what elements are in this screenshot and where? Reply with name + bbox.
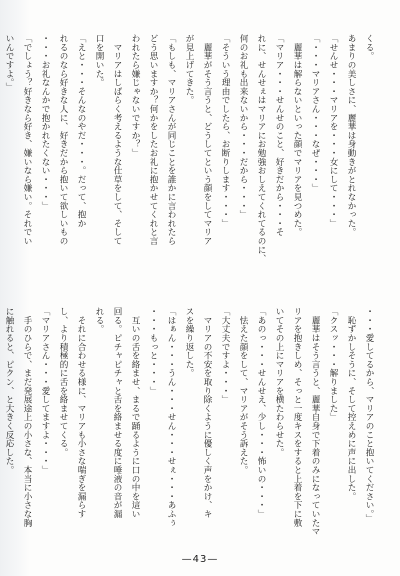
top-text-line: 口を開いた。 — [94, 34, 104, 87]
bottom-text-block — [4, 307, 378, 545]
top-text-line: 何のお礼も出来ないから・・・だから・・・」 — [238, 34, 248, 219]
bottom-text-line: リアを抱きしめ、そっと一度キスをすると上着を下に敷 — [292, 307, 302, 527]
bottom-text-line: 手のひらで、まだ発展途上の小さな、本当に小さな胸 — [22, 307, 32, 527]
top-text-block — [4, 34, 378, 282]
top-text-line: 「もしも、マリアさんが同じことを誰かに言われたら — [166, 34, 176, 246]
bottom-text-line: それに合わせる様に、マリアも小さな喘ぎを漏らす — [76, 307, 86, 519]
bottom-text-line: れる。 — [94, 307, 104, 334]
top-text-line: れに、せんせぇはマリアにお勉強おしえてくれてるのに、 — [256, 34, 266, 263]
top-text-line: れるのなら好きな人に、好きだから抱いて欲しいもの — [58, 34, 68, 246]
top-text-line: われたら嫌じゃないですか？」 — [130, 34, 140, 158]
top-text-line: くる。 — [364, 34, 374, 61]
bottom-text-line: 「はぁん・・・うん・・・せん・・・せぇ・・・あふぅ — [166, 307, 176, 527]
bottom-text-line: 怯えた顔をして、マリアがそう訴えた。 — [238, 307, 248, 475]
top-text-line: が見上げてきた。 — [184, 34, 194, 105]
top-text-line: 「そういう理由でしたら、お断りします・・・」 — [220, 34, 230, 228]
bottom-text-line: マリアの不安を取り除くように優しく声をかけ、キ — [202, 307, 212, 519]
top-text-line: 「せんせ・・・マリアを・・・女にして・・・」 — [328, 34, 338, 228]
bottom-text-line: ・・・愛してるから、マリアのこと抱いてください。」 — [364, 307, 374, 523]
bottom-text-line: いてその上にマリアを横たわらせた。 — [274, 307, 284, 457]
bottom-text-line: 「マリアさん・・・愛してますよ・・・」 — [40, 307, 50, 475]
page-number: —43— — [181, 554, 219, 565]
bottom-text-line: し、より積極的に舌を絡ませてくる。 — [58, 307, 68, 457]
bottom-text-line: 恥ずかしそうに、そして控えめに声に出した。 — [346, 307, 356, 501]
top-text-line: マリアはしばらく考えるような仕草をして、そして — [112, 34, 122, 246]
top-text-line: 「えと・・・そんなのやだ・・・。だって、抱か — [76, 34, 86, 228]
bottom-text-line: 「クスッ・・・解りました」 — [328, 307, 338, 422]
bottom-text-line: 回る。ピチャピチャと舌を絡ませる度に唾液の音が漏 — [112, 307, 122, 519]
top-text-line: ・・・お礼なんかで抱かれたくない・・・」 — [40, 34, 50, 210]
bottom-text-line: 麗華はそう言うと、麗華自身で下着のみになっていたマ — [310, 307, 320, 536]
top-text-line: どう思いますか？何かをしたお礼に抱かせてくれと言 — [148, 34, 158, 246]
bottom-text-line: 「あのっ・・・せんせえ、少し・・・怖いの・・・」 — [256, 307, 266, 519]
bottom-text-line: ・・・もっと・・・」 — [148, 307, 158, 395]
bottom-text-line: 「大丈夫ですよ・・・」 — [220, 307, 230, 404]
bottom-text-line: スを繰り返した。 — [184, 307, 194, 378]
bottom-text-line: に触れると、ピクン、と大きく反応した。 — [4, 307, 14, 475]
top-text-line: 麗華は解らないといった顔でマリアを見つめた。 — [292, 34, 302, 237]
top-text-line: 麗華がそう言うと、どうしてという顔をしてマリア — [202, 34, 212, 246]
top-text-line: 「でしょう？好きなら好き、嫌いなら嫌い。それでい — [22, 34, 32, 246]
top-text-line: いんですよ。」 — [4, 34, 14, 92]
bottom-text-line: 互いの舌を絡ませ、まるで踊るように口の中を這い — [130, 307, 140, 519]
top-text-line: あまりの美しさに、麗華は身動きがとれなかった。 — [346, 34, 356, 237]
top-text-line: 「・・・マリアさん・・・なぜ・・・」 — [310, 34, 320, 193]
top-text-line: 「マリア・・・せんせのこと、好きだから・・・そ — [274, 34, 284, 237]
